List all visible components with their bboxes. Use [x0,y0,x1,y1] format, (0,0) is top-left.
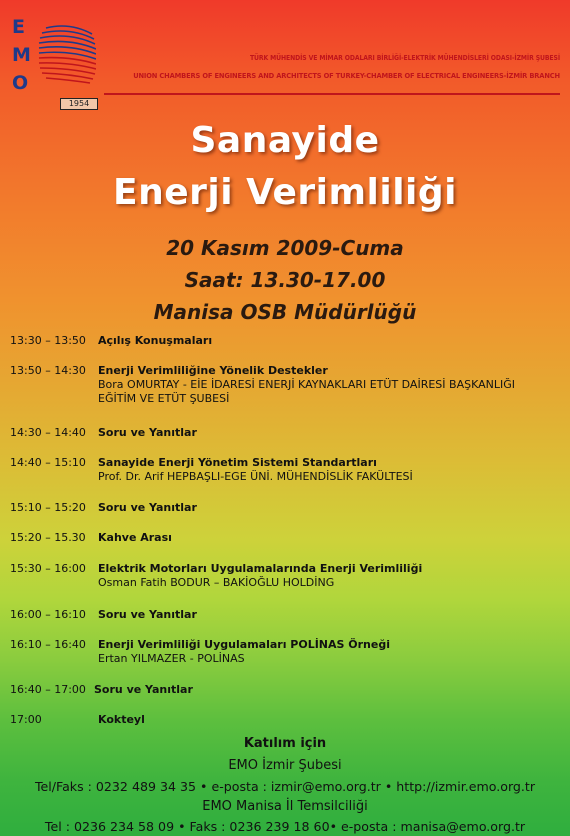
session-time: 14:30 – 14:40 [10,426,86,439]
event-time: Saat: 13.30-17.00 [184,268,386,292]
session-topic: Enerji Verimliliği Uygulamaları POLİNAS Örneği [98,638,390,651]
session-speaker: Ertan YILMAZER - POLİNAS [98,652,245,665]
session-topic: Enerji Verimliliğine Yönelik Destekler [98,364,328,377]
session-time: 17:00 [10,713,42,726]
session-speaker: Osman Fatih BODUR – BAKİOĞLU HOLDİNG [98,576,335,589]
session-topic: Açılış Konuşmaları [98,334,213,347]
session-speaker: Bora OMURTAY - EİE İDARESİ ENERJİ KAYNAKLARI ETÜT DAİRESİ BAŞKANLIĞI [98,378,515,391]
event-title-line1: Sanayide [190,120,380,161]
session-topic: Kahve Arası [98,531,172,544]
org-name-english: UNION CHAMBERS OF ENGINEERS AND ARCHITECTS OF TURKEY-CHAMBER OF ELECTRICAL ENGINEERS-İZMİR BRANCH [133,72,560,80]
event-title-line2: Enerji Verimliliği [113,172,457,213]
founding-year-badge: 1954 [60,98,98,110]
event-venue: Manisa OSB Müdürlüğü [153,300,417,324]
session-time: 13:50 – 14:30 [10,364,86,377]
session-topic: Elektrik Motorları Uygulamalarında Enerji Verimliliği [98,562,423,575]
session-topic: Kokteyl [98,713,145,726]
session-topic: Soru ve Yanıtlar [98,501,197,514]
session-topic: Soru ve Yanıtlar [94,683,193,696]
session-speaker: Prof. Dr. Arif HEPBAŞLI-EGE ÜNİ. MÜHENDİSLİK FAKÜLTESİ [98,470,413,483]
session-topic: Soru ve Yanıtlar [98,426,197,439]
session-time: 16:00 – 16:10 [10,608,86,621]
logo-letter-m: M [12,44,31,66]
org-name-turkish: TÜRK MÜHENDİS VE MİMAR ODALARI BİRLİĞİ-ELEKTRİK MÜHENDİSLERİ ODASI-İZMİR ŞUBESİ [249,54,560,62]
session-topic: Sanayide Enerji Yönetim Sistemi Standartları [98,456,377,469]
session-time: 13:30 – 13:50 [10,334,86,347]
session-time: 16:40 – 17:00 [10,683,86,696]
session-time: 16:10 – 16:40 [10,638,86,651]
session-time: 15:30 – 16:00 [10,562,86,575]
session-time: 15:20 – 15.30 [10,531,86,544]
session-topic: Soru ve Yanıtlar [98,608,197,621]
registration-heading: Katılım için [243,736,327,751]
session-time: 14:40 – 15:10 [10,456,86,469]
emo-logo [12,16,98,96]
manisa-branch-name: EMO Manisa İl Temsilciliği [202,799,368,814]
session-speaker-affiliation: EĞİTİM VE ETÜT ŞUBESİ [98,392,230,405]
logo-stripes-icon [36,24,96,86]
session-time: 15:10 – 15:20 [10,501,86,514]
izmir-branch-name: EMO İzmir Şubesi [228,758,342,773]
logo-letter-e: E [12,16,25,38]
header-divider [104,93,560,95]
logo-letter-o: O [12,72,29,94]
manisa-contact-info: Tel : 0236 234 58 09 • Faks : 0236 239 18 60• e-posta : manisa@emo.org.tr [44,819,526,834]
event-date: 20 Kasım 2009-Cuma [166,236,404,260]
izmir-contact-info: Tel/Faks : 0232 489 34 35 • e-posta : izmir@emo.org.tr • http://izmir.emo.org.tr [34,779,536,794]
